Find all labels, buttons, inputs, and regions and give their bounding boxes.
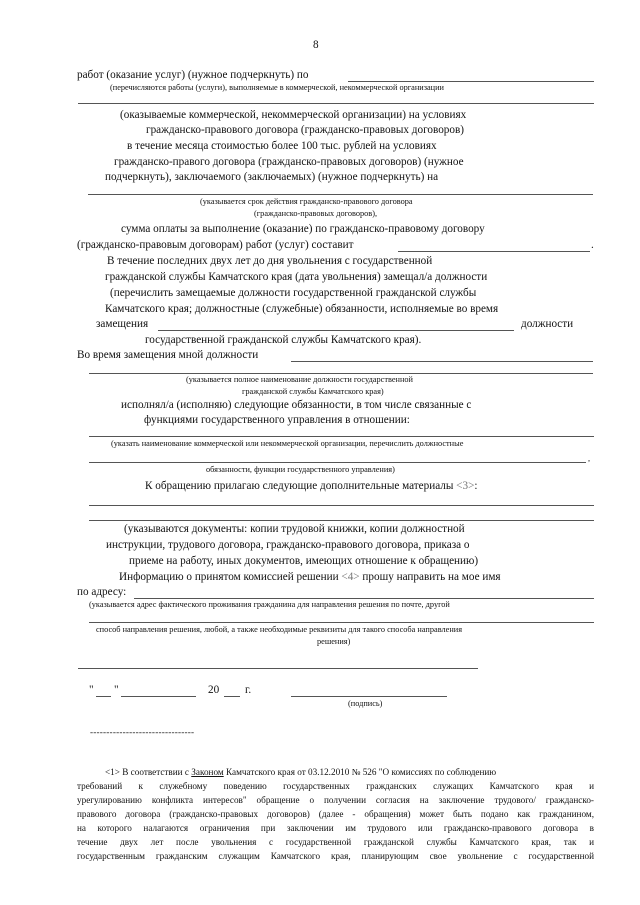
fill-line-address <box>134 598 594 599</box>
text-duties: Камчатского края; должностные (служебные) обязанности, исполняемые во время <box>105 303 499 315</box>
text-positions: должности <box>521 318 574 330</box>
note-works-list: (перечисляются работы (услуги), выполняемые в коммерческой, некоммерческой организации <box>110 83 445 92</box>
date-day-field[interactable] <box>96 696 111 697</box>
text-payment-sum: сумма оплаты за выполнение (оказание) по гражданско-правовому договору <box>121 223 485 235</box>
fill-line-positions <box>158 330 514 331</box>
text-decision-info: Информацию о принятом комиссией решении <4> прошу направить на мое имя <box>119 571 501 583</box>
footnote-line-7: государственным гражданским служащим Камчатского края, планирующим свое увольнение с государственной <box>77 852 594 861</box>
text-list-positions: (перечислить замещаемые должности государственной гражданской службы <box>110 287 477 299</box>
text-performed-duties: исполнял/а (исполняю) следующие обязанности, в том числе связанные с <box>121 399 472 411</box>
date-month-field[interactable] <box>121 696 196 697</box>
note-method: способ направления решения, любой, а также необходимые реквизиты для такого способа направления <box>96 625 463 634</box>
date-year-suffix: г. <box>245 684 252 696</box>
fill-line-term <box>88 194 593 195</box>
note-duties-functions: обязанности, функции государственного управления) <box>206 465 395 474</box>
fill-line-extra <box>78 668 478 669</box>
text-works-services: работ (оказание услуг) (нужное подчеркнуть) по <box>77 69 309 81</box>
law-link[interactable]: Законом <box>191 767 224 777</box>
note-term: (указывается срок действия гражданско-правового договора <box>200 197 413 206</box>
note-decision: решения) <box>317 637 351 646</box>
fill-line-sum <box>398 251 590 252</box>
footnote-line-5: на которого налагаются ограничения при заключении им трудового или гражданско-правового договора в <box>77 824 594 833</box>
fill-line-materials-2 <box>89 520 594 521</box>
note-organization: (указать наименование коммерческой или некоммерческой организации, перечислить должностные <box>111 439 464 448</box>
signature-field[interactable] <box>291 696 447 697</box>
footnote-ref-3[interactable]: <3> <box>456 480 475 492</box>
text-during-position: Во время замещения мной должности <box>77 349 259 361</box>
text-instruction: инструкции, трудового договора, гражданско-правового договора, приказа о <box>106 539 470 551</box>
text-period: . <box>591 239 594 251</box>
fill-line-position <box>291 361 593 362</box>
fill-line-method <box>89 622 594 623</box>
signature-label: (подпись) <box>348 699 383 708</box>
date-day-close-quote: " <box>114 684 119 696</box>
fill-line-works <box>348 81 594 82</box>
footnote-line-2: требований к служебному поведению государственных гражданских служащих Камчатского края и <box>77 782 594 791</box>
text-gpd-2: гражданско-правого договора (гражданско-правовых договоров) (нужное <box>114 156 464 168</box>
text-concluded: подчеркнуть), заключаемого (заключаемых) (нужное подчеркнуть) на <box>105 171 439 183</box>
fill-line-materials <box>89 505 594 506</box>
date-day-open-quote: " <box>89 684 94 696</box>
note-position-name: (указывается полное наименование должности государственной <box>186 375 413 384</box>
text-payment-sum-2: (гражданско-правовым договорам) работ (услуг) составит <box>77 239 354 251</box>
text-documents: (указываются документы: копии трудовой книжки, копии должностной <box>124 523 465 535</box>
note-term-2: (гражданско-правовых договоров), <box>254 209 378 218</box>
footnote-separator: -------------------------------- <box>90 727 195 737</box>
note-position-name-2: гражданской службы Камчатского края) <box>242 387 384 396</box>
text-functions: функциями государственного управления в отношении: <box>144 414 410 426</box>
text-address: по адресу: <box>77 586 127 598</box>
note-comma: , <box>588 454 591 463</box>
text-civil-service: гражданской службы Камчатского края (дата увольнения) замещал/а должности <box>105 271 488 283</box>
date-year-field[interactable] <box>224 696 240 697</box>
page-number: 8 <box>313 39 319 51</box>
fill-line-organization <box>89 436 594 437</box>
text-attach-materials: К обращению прилагаю следующие дополнительные материалы <3>: <box>145 480 478 492</box>
footnote-ref-4[interactable]: <4> <box>341 571 360 583</box>
text-civil-service-2: государственной гражданской службы Камчатского края). <box>145 334 422 346</box>
text-month-cost: в течение месяца стоимостью более 100 тыс. рублей на условиях <box>127 140 437 152</box>
note-address: (указывается адрес фактического проживания гражданина для направления решения по почте, другой <box>89 600 450 609</box>
text-substitution: замещения <box>96 318 149 330</box>
fill-line-organization-2 <box>89 462 586 463</box>
footnote-line-4: правового договора (гражданско-правовых договоров) (далее - обращения) может быть подано как гражданином, <box>77 810 594 819</box>
text-last-two-years: В течение последних двух лет до дня увольнения с государственной <box>107 255 433 267</box>
text-hiring: приеме на работу, иных документов, имеющих отношение к обращению) <box>129 555 479 567</box>
text-provided-services: (оказываемые коммерческой, некоммерческой организации) на условиях <box>120 109 467 121</box>
fill-line-position-2 <box>89 373 593 374</box>
fill-line-works-2 <box>78 103 594 104</box>
footnote-line-6: течение двух лет после увольнения с государственной гражданской службы Камчатского края, так и <box>77 838 594 847</box>
footnote-line-1: <1> В соответствии с Законом Камчатского края от 03.12.2010 № 526 "О комиссиях по соблюдению <box>105 767 497 777</box>
text-gpd: гражданско-правового договора (гражданско-правовых договоров) <box>146 124 464 136</box>
date-year-prefix: 20 <box>208 684 220 696</box>
footnote-line-3: урегулированию конфликта интересов" обращение о получении согласия на заключение трудового/ гражданско- <box>77 796 594 805</box>
